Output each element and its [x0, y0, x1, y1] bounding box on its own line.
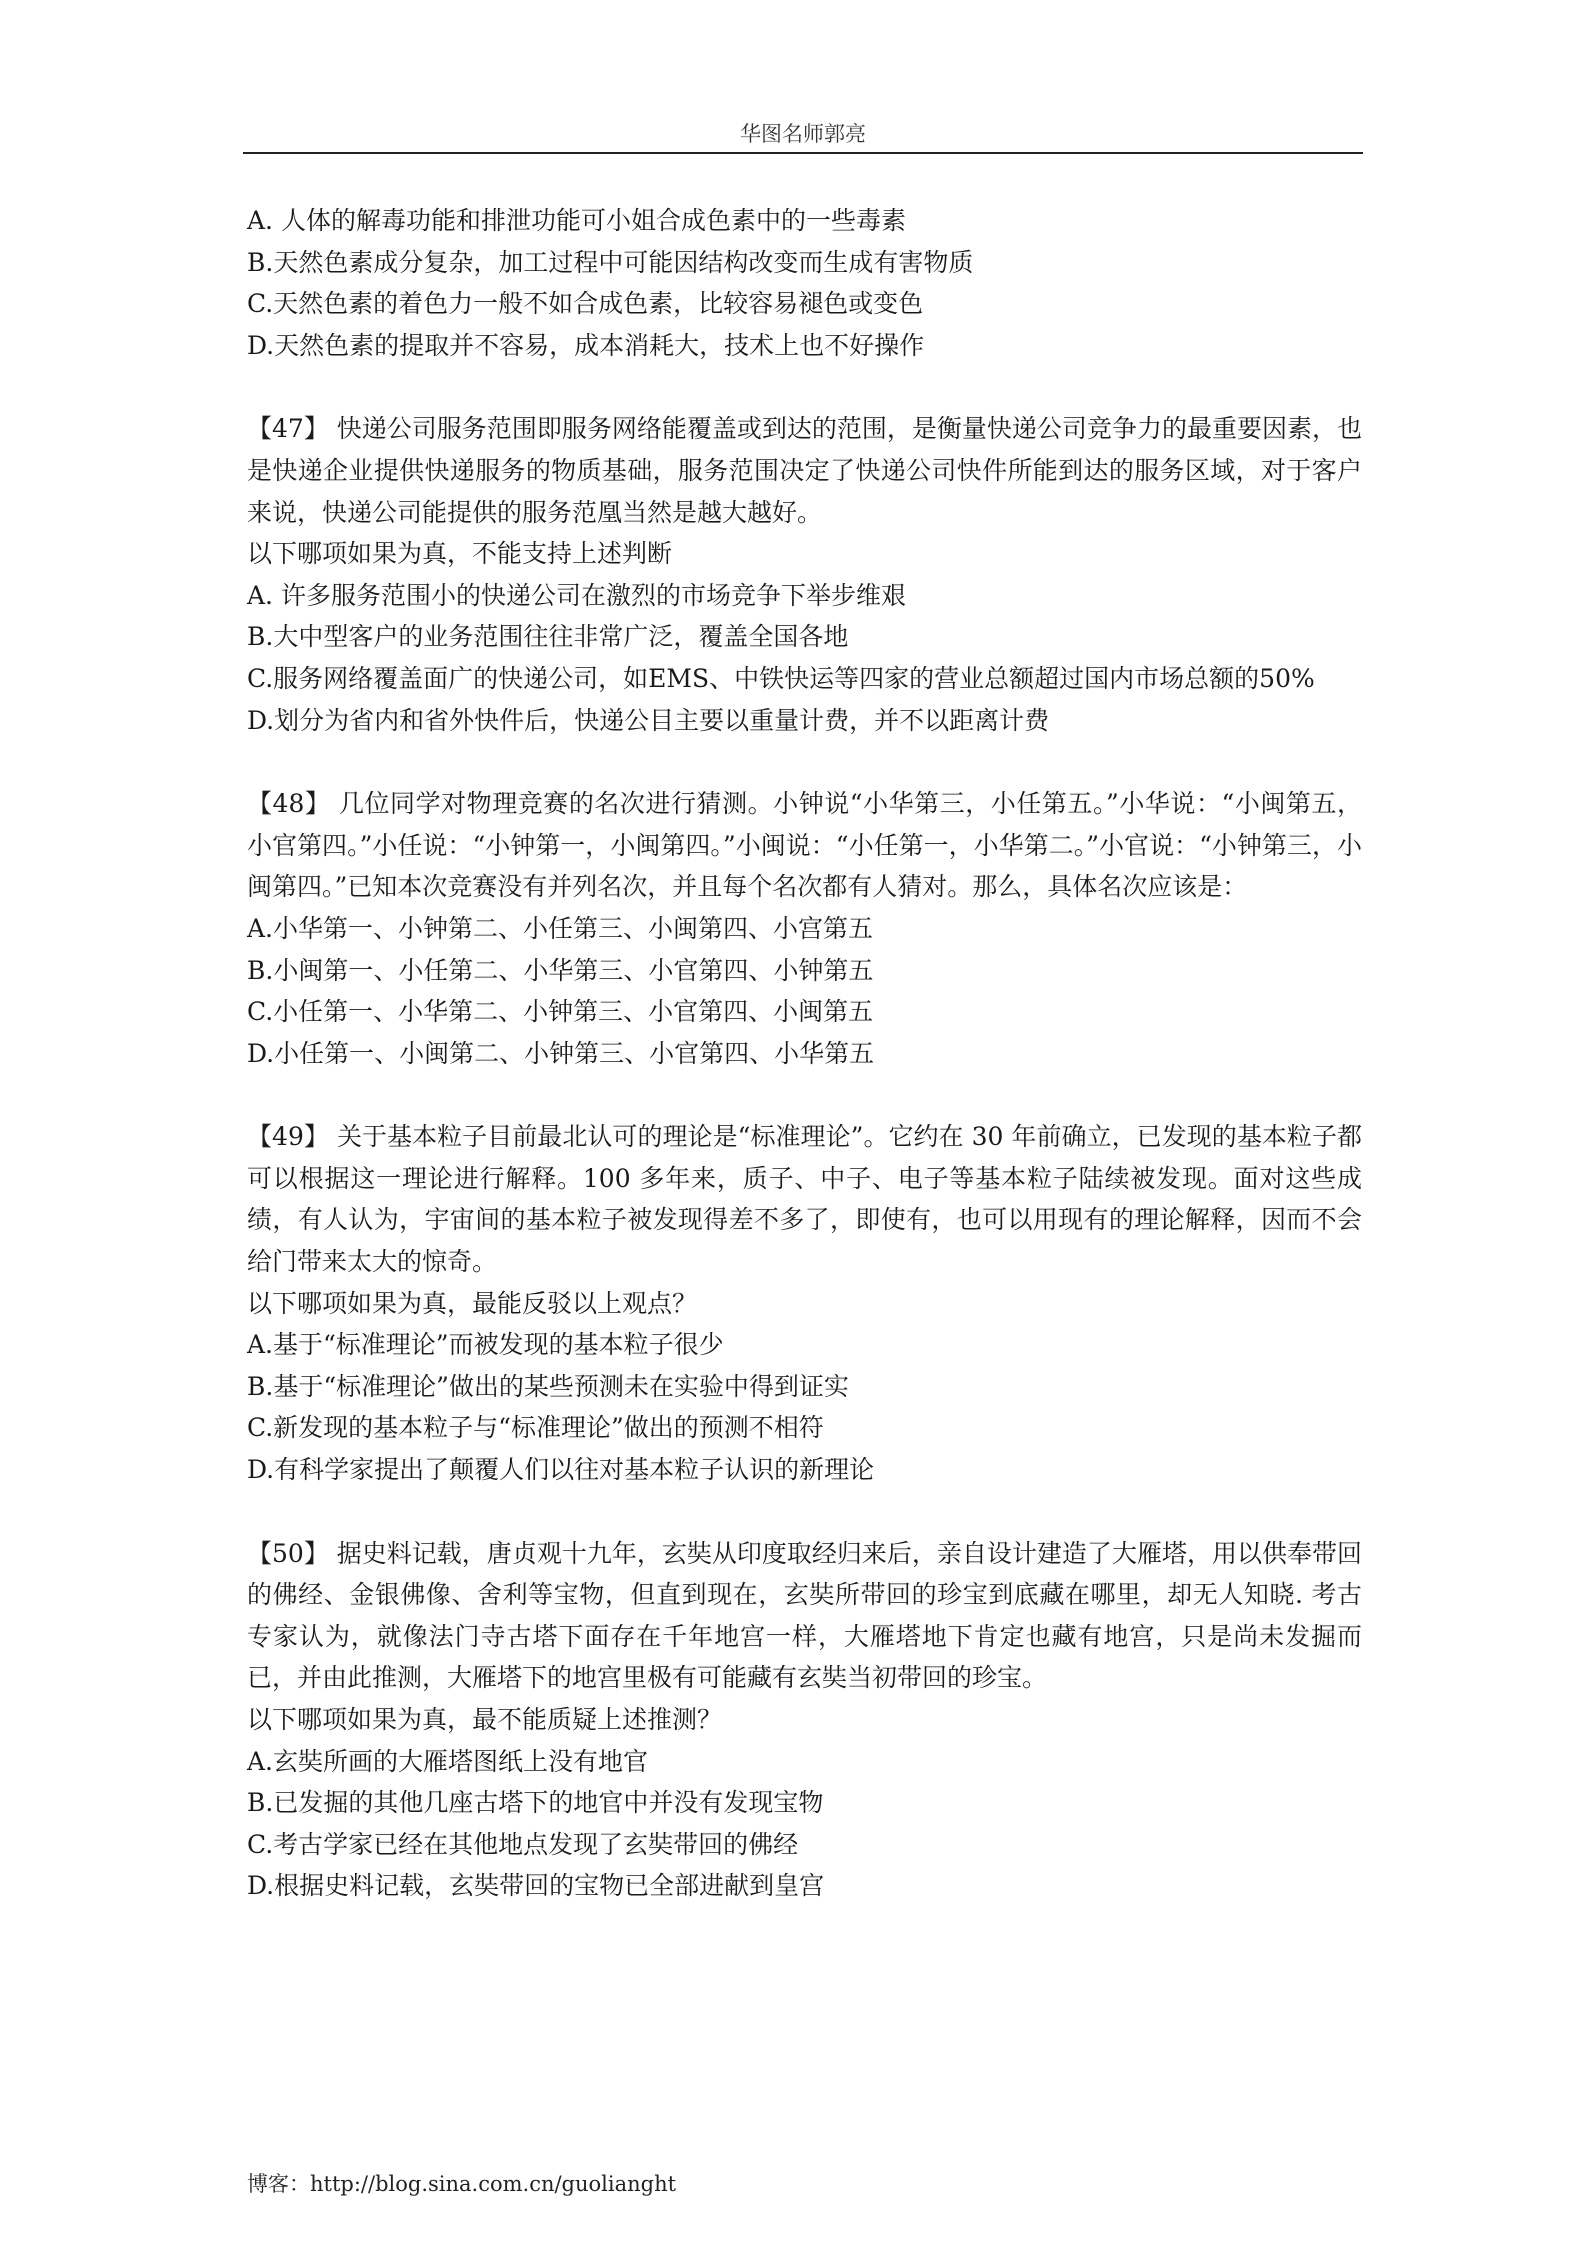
option-b: B.已发掘的其他几座古塔下的地官中并没有发现宝物	[247, 1788, 824, 1818]
question-49	[247, 1116, 1362, 1490]
option-a: A. 人体的解毒功能和排泄功能可小姐合成色素中的一些毒素	[247, 206, 906, 235]
question-number: 【48】	[247, 789, 331, 819]
option-d: D.划分为省内和省外快件后，快递公目主要以重量计费，并不以距离计费	[247, 705, 1050, 735]
option-b: B.天然色素成分复杂，加工过程中可能因结构改变而生成有害物质	[247, 247, 974, 277]
question-47	[247, 408, 1362, 741]
question-48	[247, 783, 1362, 1074]
option-d: D.根据史料记载，玄奘带回的宝物已全部进献到皇宫	[247, 1871, 825, 1901]
question-text: 几位同学对物理竞赛的名次进行猜测。小钟说“小华第三，小任第五。”小华说：“小闽第五，小官第四。”小任说：“小钟第一，小闽第四。”小闽说：“小任第一，小华第二。”小官说：“小钟第三，小闽第四。”已知本次竞赛没有并列名次，并且每个名次都有人猜对。那么，具体名次应该是：	[247, 789, 1362, 902]
question-text: 关于基本粒子目前最北认可的理论是“标准理论”。它约在 30 年前确立，已发现的基本粒子都可以根据这一理论进行解释。100 多年来，质子、中子、电子等基本粒子陆续被发现。面对这些成绩，有人认为，宇宙间的基本粒子被发现得差不多了，即使有，也可以用现有的理论解释，因而不会给门带来太大的惊奇。	[247, 1122, 1363, 1277]
question-text: 据史料记载，唐贞观十九年，玄奘从印度取经归来后，亲自设计建造了大雁塔，用以供奉带回的佛经、金银佛像、舍利等宝物，但直到现在，玄奘所带回的珍宝到底藏在哪里，却无人知晓. 考古专家认为，就像法门寺古塔下面存在千年地宫一样，大雁塔地下肯定也藏有地宫，只是尚未发掘而已，并由此推测，大雁塔下的地宫里极有可能藏有玄奘当初带回的珍宝。	[247, 1538, 1362, 1693]
blog-link[interactable]: http://blog.sina.com.cn/guolianght	[310, 2172, 677, 2196]
footer-label: 博客：	[247, 2172, 310, 2196]
option-b: B.大中型客户的业务范围往往非常广泛，覆盖全国各地	[247, 622, 849, 652]
option-d: D.小任第一、小闽第二、小钟第三、小官第四、小华第五	[247, 1038, 875, 1068]
question-number: 【50】	[247, 1538, 329, 1568]
option-a: A. 许多服务范围小的快递公司在激烈的市场竞争下举步维艰	[247, 580, 906, 610]
option-c: C.服务网络覆盖面广的快递公司，如EMS、中铁快运等四家的营业总额超过国内市场总额的50%	[247, 663, 1315, 693]
question-prompt: 以下哪项如果为真，最不能质疑上述推测？	[247, 1705, 723, 1734]
option-c: C.天然色素的着色力一般不如合成色素，比较容易褪色或变色	[247, 289, 924, 319]
continued-options	[247, 200, 1362, 366]
option-d: D.天然色素的提取并不容易，成本消耗大，技术上也不好操作	[247, 330, 925, 360]
question-stem	[247, 1116, 1362, 1282]
option-a: A.玄奘所画的大雁塔图纸上没有地官	[247, 1746, 649, 1776]
option-b: B.小闽第一、小任第二、小华第三、小官第四、小钟第五	[247, 955, 874, 985]
question-prompt: 以下哪项如果为真，不能支持上述判断	[247, 539, 673, 569]
question-prompt: 以下哪项如果为真，最能反驳以上观点？	[247, 1288, 698, 1318]
question-number: 【49】	[247, 1122, 329, 1152]
document-body	[247, 200, 1362, 1907]
question-stem	[247, 1533, 1362, 1699]
option-d: D.有科学家提出了颠覆人们以往对基本粒子认识的新理论	[247, 1455, 875, 1485]
question-50	[247, 1533, 1362, 1907]
header-divider	[243, 152, 1363, 154]
option-c: C.考古学家已经在其他地点发现了玄奘带回的佛经	[247, 1829, 799, 1859]
option-c: C.新发现的基本粒子与“标准理论”做出的预测不相符	[247, 1413, 824, 1443]
question-stem	[247, 783, 1362, 908]
option-a: A.基于“标准理论”而被发现的基本粒子很少	[247, 1330, 724, 1360]
page-header: 华图名师郭亮	[740, 122, 866, 146]
question-text: 快递公司服务范围即服务网络能覆盖或到达的范围，是衡量快递公司竞争力的最重要因素，也是快递企业提供快递服务的物质基础，服务范围决定了快递公司快件所能到达的服务区域，对于客户来说，快递公司能提供的服务范凰当然是越大越好。	[247, 414, 1362, 527]
question-stem	[247, 408, 1362, 533]
page-footer	[247, 2168, 676, 2198]
question-number: 【47】	[247, 414, 329, 444]
option-a: A.小华第一、小钟第二、小任第三、小闽第四、小宫第五	[247, 913, 874, 943]
option-c: C.小任第一、小华第二、小钟第三、小官第四、小闽第五	[247, 997, 874, 1027]
option-b: B.基于“标准理论”做出的某些预测未在实验中得到证实	[247, 1371, 849, 1401]
